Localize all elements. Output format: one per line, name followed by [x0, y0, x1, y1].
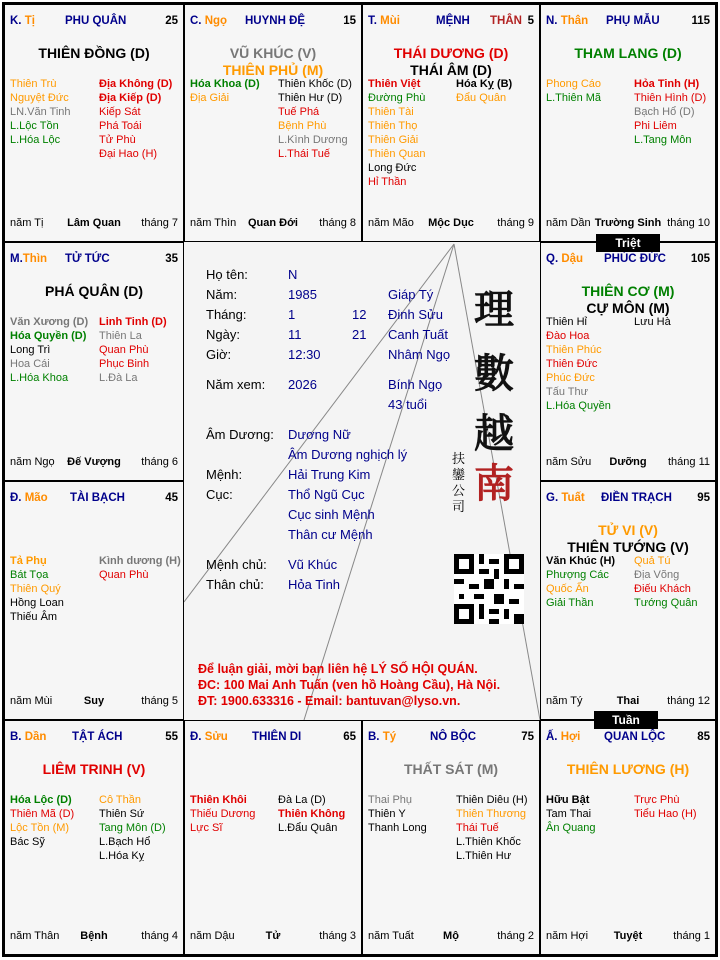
star-item: Ân Quang [546, 822, 596, 834]
year-label: Năm: [206, 287, 238, 302]
palace-name: PHỤ MẪU [606, 15, 660, 27]
star-item: Phục Binh [99, 358, 150, 370]
minor-stars-left [10, 554, 64, 624]
branch-label: Sửu [204, 731, 228, 743]
name-label: Họ tên: [206, 267, 248, 282]
star-item: L.Hóa Lộc [10, 134, 61, 146]
star-item: Điếu Khách [634, 583, 691, 595]
star-item: Thiên Hư (D) [278, 92, 343, 104]
star-item: Tả Phụ [10, 555, 47, 567]
branch-label: Tuất [561, 492, 585, 504]
star-item: Tam Thai [546, 808, 592, 820]
age-number: 45 [165, 492, 178, 504]
star-item: Địa Võng [634, 569, 680, 581]
cell-header: Đ. Mão TÀI BẠCH 45 [10, 492, 178, 504]
star-item: L.Thiên Hư [456, 850, 512, 862]
minor-stars-left [546, 77, 601, 105]
tu-vi-chart [2, 2, 718, 957]
hour-canchi: Nhâm Ngọ [388, 347, 451, 362]
yin-yang-label: Âm Dương: [206, 427, 274, 442]
palace-name: QUAN LỘC [604, 731, 666, 743]
star-item: Thiên La [99, 330, 142, 342]
minor-stars-left [546, 793, 596, 835]
star-item: L.Bạch Hổ [99, 836, 151, 848]
qr-code-icon[interactable] [454, 554, 524, 624]
age-number: 75 [521, 731, 534, 743]
main-star: THÁI ÂM (D) [410, 62, 492, 78]
star-item: Phá Toái [99, 120, 142, 132]
life-stage: Mộc Dục [428, 217, 474, 229]
branch-label: Ngọ [204, 15, 228, 27]
minor-stars-left [368, 793, 427, 835]
cell-thin[interactable] [4, 242, 184, 481]
star-item: Thiên Khốc (D) [278, 78, 352, 90]
star-item: Thiên Quan [368, 148, 426, 160]
life-stage: Đế Vượng [67, 456, 121, 468]
cell-dan[interactable] [4, 720, 184, 955]
age-number: 105 [690, 253, 710, 265]
star-item: Thiên Giải [368, 134, 419, 146]
star-item: Hữu Bật [546, 794, 590, 806]
star-item: Bát Tọa [10, 569, 49, 581]
star-item: Địa Kiếp (D) [99, 92, 162, 104]
star-item: L.Kình Dương [278, 134, 348, 146]
view-year-label: Năm xem: [206, 377, 266, 392]
star-item: Kình dương (H) [99, 555, 181, 567]
star-item: Giải Thần [546, 597, 594, 609]
star-item: Long Trì [10, 344, 51, 356]
body-lord-label: Thân chủ: [206, 577, 264, 592]
age-number: 65 [343, 731, 356, 743]
element-note-2: Thân cư Mệnh [288, 527, 373, 542]
main-stars [541, 283, 715, 317]
triet-badge: Triệt [596, 234, 660, 252]
element-note-1: Cục sinh Mệnh [288, 507, 375, 522]
cell-footer: năm Mùi Suy tháng 5 [10, 695, 178, 707]
star-item: L.Thiên Khốc [456, 836, 521, 848]
cell-footer: năm Tý Thai tháng 12 [546, 695, 710, 707]
star-item: Đại Hao (H) [99, 148, 158, 160]
branch-label: Dậu [561, 253, 584, 265]
minor-stars-right [99, 793, 166, 863]
destiny-value: Hải Trung Kim [288, 467, 371, 482]
branch-label: Mão [24, 492, 48, 504]
main-stars [185, 45, 361, 79]
star-item: Thiên Tài [368, 106, 414, 118]
main-star: THIÊN LƯƠNG (H) [566, 761, 690, 777]
minor-stars-right [278, 793, 345, 835]
cell-footer: năm Thân Bệnh tháng 4 [10, 930, 178, 942]
cell-header: B. Dần TẬT ÁCH 55 [10, 731, 178, 743]
palace-name: ĐIỀN TRẠCH [601, 492, 672, 504]
star-item: L.Tang Môn [634, 134, 692, 146]
star-item: Thiên Trù [10, 78, 57, 90]
cell-header: N. Thân PHỤ MẪU 115 [546, 15, 710, 27]
main-stars [5, 283, 183, 300]
star-item: Trực Phù [634, 794, 680, 806]
star-item: Thanh Long [368, 822, 427, 834]
main-stars [5, 45, 183, 62]
star-item: Hóa Kỵ (B) [456, 78, 513, 90]
star-item: Lực Sĩ [190, 822, 223, 834]
star-item: Bác Sỹ [10, 836, 45, 848]
contact-address: ĐC: 100 Mai Anh Tuấn (ven hồ Hoàng Cầu), Hà Nội. [198, 678, 501, 692]
life-stage: Mộ [443, 930, 459, 942]
star-item: L.Thái Tuế [278, 148, 330, 160]
star-item: Thiên Hình (D) [634, 92, 707, 104]
star-item: Thiên Hỉ [546, 316, 587, 328]
branch-label: Thìn [22, 253, 48, 265]
star-item: Thiên Việt [368, 78, 421, 90]
star-item: Tấu Thư [546, 386, 589, 398]
star-item: Phượng Các [546, 569, 609, 581]
main-stars [5, 761, 183, 778]
star-item: Địa Giải [190, 92, 230, 104]
star-item: Bạch Hổ (D) [634, 106, 695, 118]
calligraphy-char-4: 南 [474, 460, 514, 507]
star-item: Hóa Khoa (D) [190, 78, 260, 90]
year-value: 1985 [288, 287, 317, 302]
star-item: Cô Thần [99, 794, 141, 806]
star-item: Thiên Quý [10, 583, 61, 595]
calligraphy-char-1: 理 [474, 286, 514, 333]
star-item: Thiên Thọ [368, 120, 418, 132]
star-item: L.Đà La [99, 372, 138, 384]
cell-footer: năm Hợi Tuyệt tháng 1 [546, 930, 710, 942]
star-item: Tuế Phá [278, 106, 320, 118]
destiny-lord-label: Mệnh chủ: [206, 557, 267, 572]
minor-stars-right [99, 554, 181, 582]
main-star: VŨ KHÚC (V) [229, 45, 317, 61]
minor-stars-right [456, 793, 528, 863]
star-item: Hỉ Thần [368, 176, 407, 188]
cell-footer: năm Tuất Mộ tháng 2 [368, 930, 534, 942]
yin-yang-note: Âm Dương nghịch lý [288, 447, 408, 462]
star-item: Thiên Khôi [190, 794, 247, 806]
minor-stars-left [10, 793, 74, 849]
star-item: Tang Môn (D) [99, 822, 166, 834]
star-item: Đẩu Quân [456, 92, 507, 104]
day-solar: 11 [288, 327, 302, 342]
palace-name: MỆNH [436, 15, 470, 27]
main-stars [363, 761, 539, 778]
star-item: Lưu Hà [634, 316, 671, 328]
view-year-value: 2026 [288, 377, 317, 392]
age-value: 43 tuổi [388, 397, 428, 412]
minor-stars-right [634, 77, 706, 147]
minor-stars-right [634, 315, 671, 329]
cell-header: Đ. Sửu THIÊN DI 65 [190, 731, 356, 743]
star-item: Thiên Không [278, 808, 346, 820]
seal-text: 扶 鑾 公 司 [452, 452, 466, 515]
cell-footer: năm Dần Trường Sinh tháng 10 [546, 217, 710, 229]
star-item: Văn Khúc (H) [546, 555, 616, 567]
palace-name: HUYNH ĐỆ [245, 15, 306, 27]
branch-label: Tị [24, 15, 35, 27]
hour-label: Giờ: [206, 347, 232, 362]
cell-footer: năm Tị Lâm Quan tháng 7 [10, 217, 178, 229]
cell-footer: năm Thìn Quan Đới tháng 8 [190, 217, 356, 229]
minor-stars-left [368, 77, 425, 189]
palace-name: PHÚC ĐỨC [604, 253, 666, 265]
main-star: THIÊN TƯỚNG (V) [567, 539, 689, 555]
minor-stars-right [456, 77, 512, 105]
month-label: Tháng: [206, 307, 247, 322]
month-lunar: 12 [352, 307, 367, 322]
life-stage: Tử [265, 930, 281, 942]
cell-footer: năm Mão Mộc Dục tháng 9 [368, 217, 534, 229]
month-solar: 1 [288, 307, 296, 322]
star-item: Nguyệt Đức [10, 92, 69, 104]
day-label: Ngày: [206, 327, 240, 342]
life-stage: Lâm Quan [67, 217, 121, 229]
main-stars [363, 45, 539, 79]
cell-header: K. Tị PHU QUÂN 25 [10, 15, 178, 27]
life-stage: Suy [83, 695, 105, 707]
star-item: Quốc Ấn [546, 583, 589, 595]
age-number: 35 [165, 253, 178, 265]
star-item: Lộc Tồn (M) [10, 822, 70, 834]
star-item: Thiên Y [368, 808, 406, 820]
age-number: 95 [697, 492, 710, 504]
star-item: Tử Phù [99, 134, 136, 146]
life-stage: Dưỡng [609, 456, 647, 468]
main-star: THAM LANG (D) [574, 45, 682, 61]
star-item: Đường Phù [368, 92, 426, 104]
age-number: 5 [527, 15, 534, 27]
life-stage: Trường Sinh [594, 217, 662, 229]
branch-label: Tý [382, 731, 397, 743]
branch-label: Dần [24, 731, 47, 743]
star-item: Thiên Thương [456, 808, 527, 820]
star-item: Hỏa Tinh (H) [634, 78, 700, 90]
star-item: Quan Phù [99, 344, 149, 356]
life-stage: Thai [616, 695, 640, 707]
star-item: Thiên Mã (D) [10, 808, 75, 820]
minor-stars-right [634, 554, 698, 610]
star-item: Long Đức [368, 162, 417, 174]
cell-footer: năm Sửu Dưỡng tháng 11 [546, 456, 710, 468]
palace-name: TÀI BẠCH [70, 492, 125, 504]
cell-mui[interactable] [362, 4, 540, 242]
cell-footer: năm Ngọ Đế Vượng tháng 6 [10, 456, 178, 468]
cell-header: B. Tý NÔ BỘC 75 [368, 731, 534, 743]
minor-stars-right [99, 315, 167, 385]
main-stars [541, 761, 715, 778]
cell-dau[interactable] [540, 242, 716, 481]
star-item: Thai Phụ [368, 794, 413, 806]
name-value: N [288, 267, 298, 282]
cell-ngo[interactable] [184, 4, 362, 242]
star-item: Văn Xương (D) [10, 316, 89, 328]
day-lunar: 21 [352, 327, 367, 342]
age-number: 55 [165, 731, 178, 743]
center-panel [184, 242, 540, 720]
life-stage: Bệnh [80, 930, 108, 942]
main-stars [541, 45, 715, 62]
cell-header: Q. Dậu PHÚC ĐỨC 105 [546, 253, 710, 265]
cell-header: T. Mùi MỆNH THÂN 5 [368, 15, 534, 27]
palace-name: TẬT ÁCH [72, 731, 123, 743]
hour-value: 12:30 [288, 347, 321, 362]
cell-header: C. Ngọ HUYNH ĐỆ 15 [190, 15, 356, 27]
cell-ti[interactable] [4, 4, 184, 242]
minor-stars-left [546, 315, 611, 413]
calligraphy-char-3: 越 [474, 410, 514, 457]
calligraphy-char-2: 數 [474, 350, 514, 397]
star-item: Tướng Quân [634, 597, 698, 609]
than-label: THÂN [490, 15, 522, 27]
main-star: THÁI DƯƠNG (D) [393, 45, 509, 61]
cell-than[interactable] [540, 4, 716, 242]
day-canchi: Canh Tuất [388, 327, 448, 342]
minor-stars-left [546, 554, 615, 610]
star-item: Đà La (D) [278, 794, 326, 806]
star-item: Thiên Diêu (H) [456, 794, 528, 806]
minor-stars-left [10, 315, 88, 385]
destiny-lord-value: Vũ Khúc [288, 557, 338, 572]
main-star: LIÊM TRINH (V) [42, 761, 146, 777]
star-item: L.Lộc Tồn [10, 120, 59, 132]
star-item: Thiếu Âm [10, 611, 58, 623]
star-item: Thiên Sứ [99, 808, 145, 820]
main-star: PHÁ QUÂN (D) [45, 283, 143, 299]
age-number: 85 [697, 731, 710, 743]
star-item: Phi Liêm [634, 120, 677, 132]
minor-stars-right [278, 77, 352, 161]
minor-stars-right [99, 77, 172, 161]
star-item: Thiếu Dương [190, 808, 256, 820]
contact-phone-email[interactable]: ĐT: 1900.633316 - Email: bantuvan@lyso.vn. [198, 694, 461, 708]
star-item: Thái Tuế [456, 822, 499, 834]
star-item: Linh Tinh (D) [99, 316, 167, 328]
star-item: Phúc Đức [546, 372, 595, 384]
tuan-badge: Tuần [594, 711, 658, 729]
destiny-label: Mệnh: [206, 467, 243, 482]
cell-header: G. Tuất ĐIỀN TRẠCH 95 [546, 492, 710, 504]
branch-label: Mùi [380, 15, 400, 27]
view-year-canchi: Bính Ngọ [388, 377, 443, 392]
main-star: TỬ VI (V) [598, 522, 658, 538]
minor-stars-left [190, 77, 260, 105]
star-item: Phong Cáo [546, 78, 602, 90]
minor-stars-right [634, 793, 697, 821]
main-star: THIÊN ĐỒNG (D) [38, 45, 150, 61]
star-item: LN.Văn Tinh [10, 106, 71, 118]
minor-stars-left [10, 77, 71, 147]
branch-label: Thân [560, 15, 589, 27]
star-item: Bệnh Phù [278, 120, 327, 132]
main-star: THIÊN PHỦ (M) [222, 62, 324, 78]
element-label: Cục: [206, 487, 233, 502]
palace-name: PHU QUÂN [65, 15, 127, 27]
branch-label: Hợi [560, 731, 581, 743]
element-value: Thổ Ngũ Cục [288, 487, 365, 502]
cell-hoi[interactable] [540, 720, 716, 955]
star-item: Quan Phù [99, 569, 149, 581]
main-star: CỰ MÔN (M) [586, 300, 670, 316]
life-stage: Tuyệt [613, 930, 643, 942]
star-item: L.Hóa Kỵ [99, 850, 145, 862]
cell-tuat[interactable] [540, 481, 716, 720]
palace-name: THIÊN DI [252, 731, 302, 743]
main-star: THẤT SÁT (M) [403, 761, 499, 777]
star-item: Tiểu Hao (H) [634, 808, 697, 820]
star-item: Đào Hoa [546, 330, 590, 342]
star-item: Hoa Cái [10, 358, 50, 370]
month-canchi: Đinh Sửu [388, 307, 443, 322]
minor-stars-left [190, 793, 255, 835]
age-number: 15 [343, 15, 356, 27]
age-number: 25 [165, 15, 178, 27]
body-lord-value: Hỏa Tinh [288, 577, 341, 592]
star-item: L.Đẩu Quân [278, 822, 338, 834]
age-number: 115 [691, 15, 710, 27]
star-item: Hóa Lộc (D) [10, 794, 72, 806]
star-item: L.Hóa Quyền [546, 400, 611, 412]
life-stage: Quan Đới [248, 217, 298, 229]
cell-suu[interactable] [184, 720, 362, 955]
year-canchi: Giáp Tý [388, 287, 434, 302]
star-item: Hồng Loan [10, 597, 64, 609]
star-item: L.Thiên Mã [546, 92, 602, 104]
star-item: Kiếp Sát [99, 106, 141, 118]
yin-yang-value: Dương Nữ [288, 427, 351, 442]
cell-ty[interactable] [362, 720, 540, 955]
cell-mao[interactable] [4, 481, 184, 720]
cell-header: M.Thìn TỬ TỨC 35 [10, 253, 178, 265]
star-item: Quả Tú [634, 555, 671, 567]
star-item: Hóa Quyền (D) [10, 330, 87, 342]
contact-line-1: Để luận giải, mời bạn liên hệ LÝ SỐ HỘI QUÁN. [198, 662, 478, 676]
star-item: Thiên Đức [546, 358, 598, 370]
star-item: L.Hóa Khoa [10, 372, 69, 384]
cell-footer: năm Dậu Tử tháng 3 [190, 930, 356, 942]
main-stars [541, 522, 715, 556]
star-item: Địa Không (D) [99, 78, 173, 90]
palace-name: NÔ BỘC [430, 731, 476, 743]
star-item: Thiên Phúc [546, 344, 602, 356]
main-star: THIÊN CƠ (M) [581, 283, 675, 299]
palace-name: TỬ TỨC [65, 253, 110, 265]
cell-header: Ấ. Hợi QUAN LỘC 85 [546, 731, 710, 743]
